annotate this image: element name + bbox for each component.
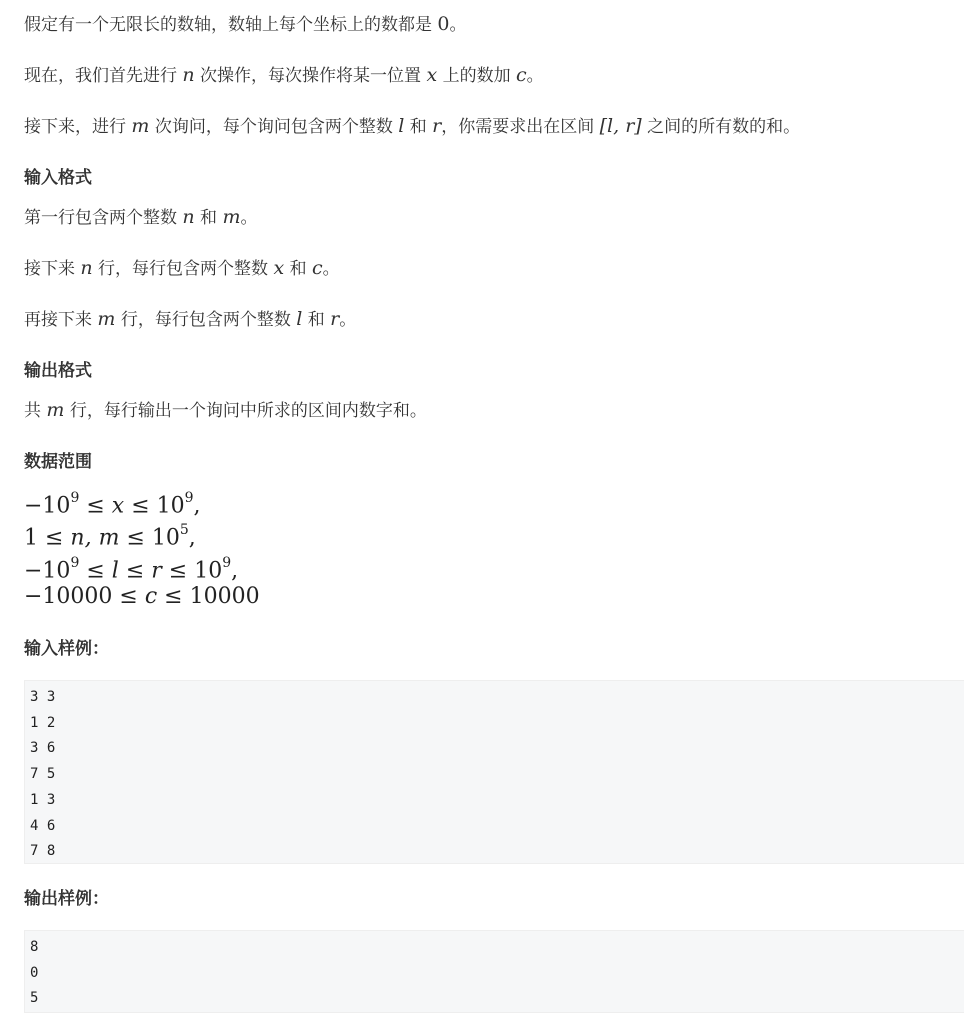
description-text: ，你需要求出在区间	[441, 117, 600, 137]
output-format-heading: 输出格式	[24, 361, 92, 381]
math-l: l	[398, 115, 405, 137]
description-text: 上的数加	[437, 66, 516, 86]
description-text: 次操作，每次操作将某一位置	[194, 66, 427, 86]
code-line: 4 6	[30, 817, 56, 834]
math-n: n	[182, 64, 195, 86]
range-text: ,	[231, 558, 239, 584]
range-text: ,	[193, 493, 201, 519]
code-line: 1 3	[30, 791, 56, 808]
input-format-line-2	[24, 255, 340, 282]
description-text: 假定有一个无限长的数轴，数轴上每个坐标上的数都是	[24, 15, 438, 35]
math-n: n	[182, 206, 195, 228]
range-text: 1 ≤	[24, 525, 71, 551]
input-format-heading: 输入格式	[24, 168, 92, 188]
math-m: m	[97, 308, 116, 330]
math-interval: [l, r]	[599, 115, 642, 137]
range-exponent: 9	[70, 490, 80, 506]
math-m: m	[46, 399, 65, 421]
format-text: 接下来	[24, 259, 81, 279]
description-text: 。	[449, 15, 467, 35]
format-text: 行，每行包含两个整数	[92, 259, 274, 279]
math-n: n	[80, 257, 93, 279]
range-line-c	[24, 582, 260, 612]
format-text: 行，每行输出一个询问中所求的区间内数字和。	[64, 401, 427, 421]
range-variable: n, m	[70, 525, 120, 551]
format-text: 。	[322, 259, 340, 279]
output-format-line-1	[24, 397, 427, 424]
range-exponent: 9	[184, 490, 194, 506]
range-text: ,	[188, 525, 196, 551]
range-line-lr	[24, 550, 238, 586]
sample-output-heading: 输出样例：	[24, 889, 109, 909]
description-text: 次询问，每个询问包含两个整数	[149, 117, 399, 137]
range-text: ≤	[118, 558, 152, 584]
range-text: ≤ 10	[124, 493, 185, 519]
range-exponent: 9	[70, 555, 80, 571]
range-variable: l	[111, 558, 119, 584]
math-m: m	[222, 206, 241, 228]
input-format-line-3	[24, 306, 356, 333]
range-text: ≤	[79, 493, 112, 519]
code-line: 8	[30, 939, 39, 955]
range-exponent: 5	[179, 522, 189, 538]
code-line: 7 5	[30, 766, 56, 783]
code-line: 7 8	[30, 843, 56, 860]
description-text: 现在，我们首先进行	[24, 66, 183, 86]
sample-output-code-block[interactable]	[24, 930, 964, 1013]
code-line: 3 6	[30, 740, 56, 757]
math-x: x	[273, 257, 285, 279]
math-l: l	[296, 308, 303, 330]
description-text: 之间的所有数的和。	[641, 117, 801, 137]
format-text: 和	[194, 208, 223, 228]
math-c: c	[516, 64, 527, 86]
code-line: 0	[30, 964, 39, 981]
range-text: ≤ 10000	[157, 584, 260, 609]
description-text: 接下来，进行	[24, 117, 132, 137]
math-x: x	[426, 64, 438, 86]
math-m: m	[131, 115, 150, 137]
range-text: −10	[24, 558, 71, 584]
description-paragraph-3	[24, 113, 800, 140]
code-line: 3 3	[30, 689, 56, 705]
range-text: ≤ 10	[119, 525, 180, 551]
code-line: 5	[30, 990, 39, 1007]
input-format-line-1	[24, 204, 258, 231]
range-text: ≤	[79, 558, 112, 584]
range-line-x	[24, 485, 201, 521]
sample-input-code-block[interactable]	[24, 680, 964, 864]
data-range-heading: 数据范围	[24, 452, 92, 472]
sample-input-heading: 输入样例：	[24, 639, 109, 659]
format-text: 共	[24, 401, 47, 421]
range-text: −10000 ≤	[24, 584, 145, 609]
format-text: 再接下来	[24, 310, 98, 330]
range-variable: x	[111, 493, 125, 519]
range-line-nm	[24, 517, 196, 553]
math-r: r	[330, 308, 340, 330]
format-text: 。	[240, 208, 258, 228]
range-exponent: 9	[222, 555, 232, 571]
math-r: r	[432, 115, 442, 137]
code-line: 1 2	[30, 714, 56, 731]
description-paragraph-1	[24, 11, 467, 38]
range-variable: r	[151, 558, 162, 584]
range-variable: c	[144, 584, 158, 609]
format-text: 。	[339, 310, 357, 330]
format-text: 行，每行包含两个整数	[115, 310, 297, 330]
format-text: 和	[284, 259, 312, 279]
description-text: 。	[526, 66, 544, 86]
description-text: 和	[404, 117, 433, 137]
range-text: ≤ 10	[161, 558, 223, 584]
range-text: −10	[24, 493, 71, 519]
math-zero: 0	[437, 13, 450, 35]
math-c: c	[312, 257, 323, 279]
description-paragraph-2	[24, 62, 544, 89]
format-text: 第一行包含两个整数	[24, 208, 183, 228]
format-text: 和	[302, 310, 331, 330]
